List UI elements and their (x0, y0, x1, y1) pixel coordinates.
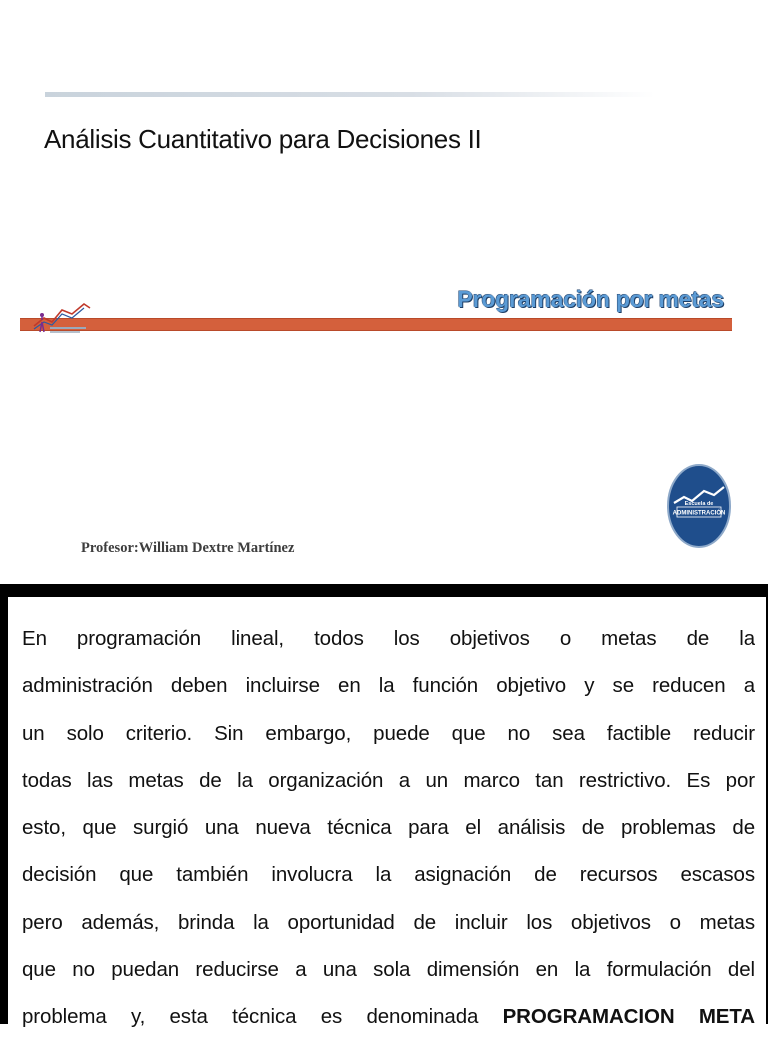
paragraph-line: En programación lineal, todos los objetivos o metas de la (22, 627, 755, 650)
paragraph-line: que no puedan reducirse a una sola dimensión en la formulación del (22, 958, 755, 982)
orange-divider-bar (20, 318, 732, 331)
logo-text-bottom: ADMINISTRACIÓN (672, 510, 726, 517)
definition-paragraph (22, 615, 755, 1041)
paragraph-line: problema y, esta técnica es denominada PROGRAMACION META (22, 1005, 755, 1029)
course-title: Análisis Cuantitativo para Decisiones II (44, 124, 482, 154)
bold-term: PROGRAMACION META (502, 1005, 755, 1029)
paragraph-line: esto, que surgió una nueva técnica para el análisis de problemas de (22, 816, 755, 840)
mountain-logo-icon (30, 296, 94, 336)
paragraph-line: todas las metas de la organización a un marco tan restrictivo. Es por (22, 768, 755, 792)
paragraph-line: pero además, brinda la oportunidad de incluir los objetivos o metas (22, 910, 755, 934)
paragraph-line: un solo criterio. Sin embargo, puede que no sea factible reducir (22, 721, 755, 745)
content-slide (0, 584, 768, 1029)
paragraph-line: administración deben incluirse en la función objetivo y se reducen a (22, 674, 755, 698)
paragraph-line: decisión que también involucra la asignación de recursos escasos (22, 863, 755, 887)
logo-text-top: Escuela de (684, 501, 714, 507)
school-logo-icon (666, 463, 732, 549)
content-text-box (8, 597, 766, 1037)
professor-name: Profesor:William Dextre Martínez (81, 540, 295, 556)
topic-title: Programación por metas (457, 286, 724, 312)
top-divider (45, 92, 655, 97)
